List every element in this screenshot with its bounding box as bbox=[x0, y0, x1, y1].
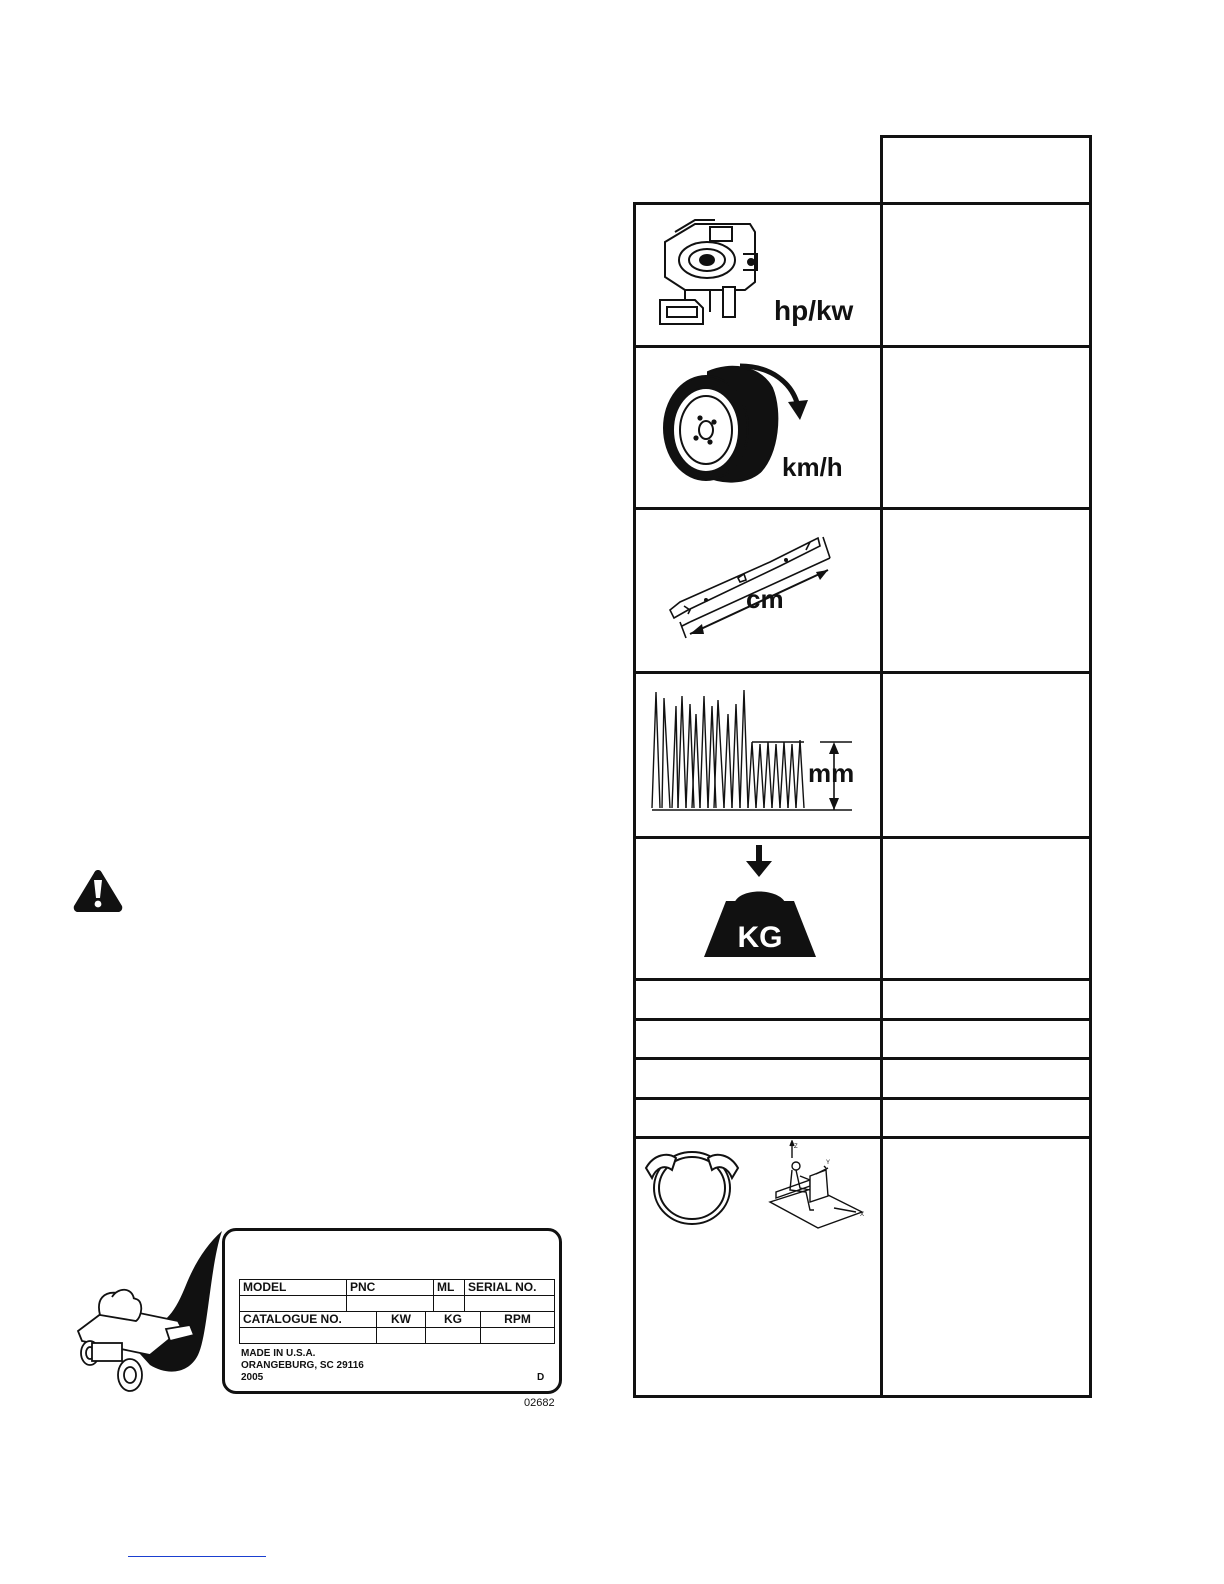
weight-icon bbox=[700, 843, 820, 961]
serial-field-label: SERIAL NO. bbox=[465, 1280, 555, 1296]
warning-triangle-icon bbox=[72, 868, 124, 914]
label-plate-grid-lower bbox=[239, 1311, 555, 1344]
cutting-width-unit-label: cm bbox=[746, 584, 784, 614]
engine-icon bbox=[655, 212, 765, 332]
svg-text:Y: Y bbox=[826, 1160, 831, 1166]
kw-field-label: KW bbox=[377, 1312, 426, 1328]
grass-height-icon bbox=[648, 686, 858, 812]
svg-text:X: X bbox=[860, 1212, 865, 1218]
ml-field-label: ML bbox=[434, 1280, 465, 1296]
svg-text:Z: Z bbox=[794, 1144, 798, 1150]
serial-label-plate bbox=[222, 1228, 562, 1394]
address-text: ORANGEBURG, SC 29116 bbox=[241, 1360, 364, 1371]
label-plate-grid bbox=[239, 1279, 555, 1312]
weight-unit-label: KG bbox=[737, 921, 783, 954]
footer-link-underline[interactable] bbox=[128, 1556, 266, 1557]
engine-unit-label: hp/kw bbox=[774, 295, 854, 326]
speed-unit-label: km/h bbox=[782, 452, 843, 482]
pnc-field-label: PNC bbox=[347, 1280, 434, 1296]
model-field-label: MODEL bbox=[240, 1280, 347, 1296]
cutting-height-unit-label: mm bbox=[808, 758, 855, 788]
catalogue-field-label: CATALOGUE NO. bbox=[240, 1312, 377, 1328]
kg-field-label: KG bbox=[426, 1312, 481, 1328]
made-in-text: MADE IN U.S.A. bbox=[241, 1348, 316, 1359]
year-text: 2005 bbox=[241, 1372, 264, 1383]
whole-body-vibration-icon bbox=[766, 1140, 870, 1230]
rpm-field-label: RPM bbox=[481, 1312, 555, 1328]
revision-code: D bbox=[537, 1372, 545, 1383]
figure-number: 02682 bbox=[524, 1397, 555, 1409]
riding-mower-icon bbox=[70, 1225, 230, 1395]
hand-arm-vibration-icon bbox=[642, 1148, 742, 1228]
